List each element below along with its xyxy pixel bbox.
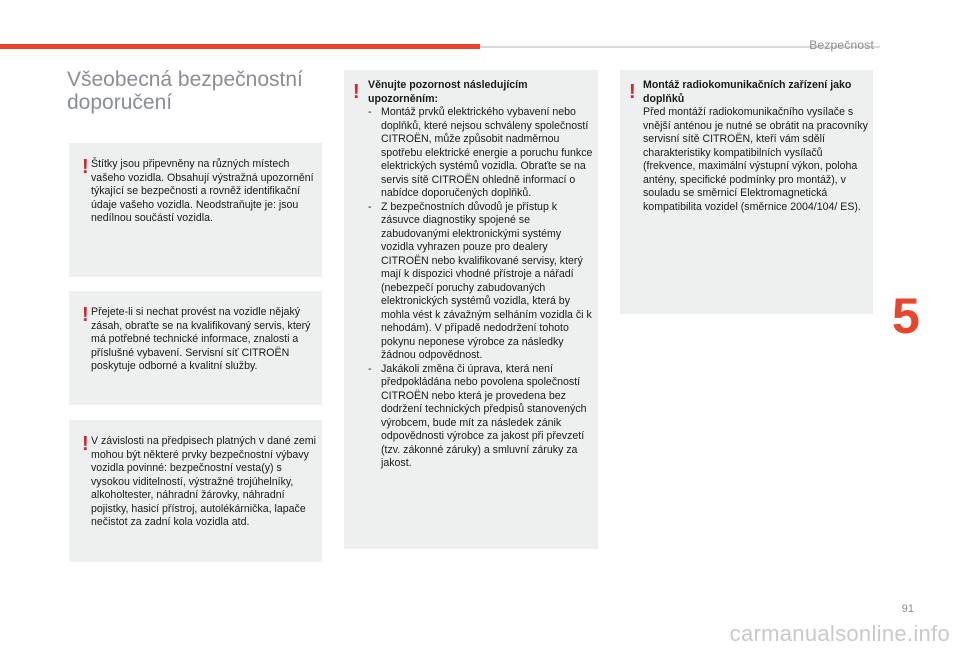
section-name: Bezpečnost — [809, 38, 874, 52]
warning-text: Přejete-li si nechat provést na vozidle nějaký zásah, obraťte se na kvalifikovaný servis, který má potřebné technické informace, znalosti a příslušné vybavení. Servisní síť CITROËN poskytuje odborné a kvalitní služby. — [91, 306, 311, 372]
warning-list — [368, 106, 594, 471]
exclamation-warning-icon: ! — [629, 81, 636, 103]
warning-box-attention — [344, 70, 598, 549]
exclamation-warning-icon: ! — [82, 156, 89, 178]
exclamation-warning-icon: ! — [353, 81, 360, 103]
warning-content — [643, 79, 869, 214]
watermark: carmanualsonline.info — [729, 621, 950, 646]
warning-content — [368, 79, 594, 471]
warning-box-regulations — [69, 420, 322, 562]
page-number: 91 — [901, 603, 914, 615]
warning-box-service — [69, 291, 322, 405]
list-item: - Montáž prvků elektrického vybavení nebo doplňků, které nejsou schváleny společností CITROËN, může způsobit nadměrnou spotřebu elektrické energie a poruchu funkce elektrických systémů vozidla. Obraťte se na servis sítě CITROËN ohledně informací o nabídce doporučených doplňků. — [368, 106, 594, 201]
header-accent-bar — [0, 44, 480, 49]
warning-heading: Montáž radiokomunikačních zařízení jako doplňků — [643, 79, 852, 105]
exclamation-warning-icon: ! — [82, 304, 89, 326]
warning-box-radio — [620, 70, 873, 314]
warning-text: V závislosti na předpisech platných v dané zemi mohou být některé prvky bezpečnostní výbavy vozidla povinné: bezpečnostní vesta(y) s vysokou viditelností, výstražné trojúhelníky, alkoholtester, náhradní žárovky, náhradní pojistky, hasicí přístroj, autolékárnička, lapače nečistot za zadní kola vozidla atd. — [91, 435, 316, 528]
list-item: - Z bezpečnostních důvodů je přístup k zásuvce diagnostiky spojené se zabudovanými elektronickými systémy vozidla vyhrazen pouze pro dealery CITROËN nebo kvalifikované servisy, který mají k dispozici vhodné přístroje a nářadí (nebezpečí poruchy zabudovaných elektronických systémů vozidla, která by mohla vést k závažným selháním vozidla či k nehodám). V případě nedodržení tohoto pokynu neponese výrobce za následky žádnou odpovědnost. — [368, 201, 594, 363]
page-title: Všeobecná bezpečnostní doporučení — [67, 68, 303, 114]
warning-text: Štítky jsou připevněny na různých místech vašeho vozidla. Obsahují výstražná upozornění týkající se bezpečnosti a rovněž identifikační údaje vašeho vozidla. Neodstraňujte je: jsou nedílnou součástí vozidla. — [91, 158, 314, 224]
exclamation-warning-icon: ! — [82, 433, 89, 455]
warning-text: Před montáží radiokomunikačního vysílače s vnější anténou je nutné se obrátit na pracovníky servisní sítě CITROËN, kteří vám sdělí charakteristiky kompatibilních vysílačů (frekvence, maximální výstupní výkon, poloha antény, specifické podmínky pro montáž), v souladu se směrnicí Elektromagnetická kompatibilita vozidel (směrnice 2004/104/ ES). — [643, 106, 868, 213]
warning-box-labels — [69, 143, 322, 277]
warning-heading: Věnujte pozornost následujícím upozorněním: — [368, 79, 528, 105]
list-item: - Jakákoli změna či úprava, která není předpokládána nebo povolena společností CITROËN nebo která je provedena bez dodržení technických předpisů stanovených výrobcem, bude mít za následek zánik odpovědnosti výrobce za jakost při převzetí (tzv. zákonné záruky) a smluvní záruky za jakost. — [368, 363, 594, 471]
chapter-number: 5 — [892, 288, 920, 344]
